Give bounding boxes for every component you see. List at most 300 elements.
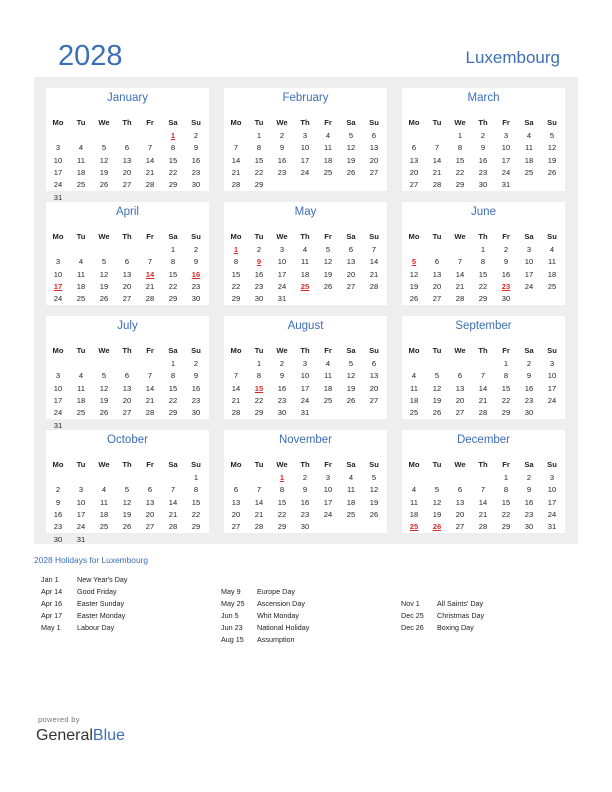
day-cell: 23 [524, 395, 534, 405]
day-cell: 21 [145, 395, 155, 405]
day-cell: 22 [168, 281, 178, 291]
day-cell: 27 [231, 522, 241, 532]
day-cell: 11 [410, 497, 418, 507]
holidays-title: 2028 Holidays for Luxembourg [34, 555, 149, 565]
day-cell: 31 [53, 420, 63, 430]
day-cell: 27 [455, 408, 465, 418]
day-cell: 20 [231, 509, 241, 519]
day-cell: 31 [300, 408, 310, 418]
day-cell: 21 [478, 509, 488, 519]
weekday-header: We [276, 232, 288, 241]
day-cell: 14 [145, 383, 155, 393]
day-cell: 17 [323, 497, 333, 507]
holiday-day-cell: 26 [432, 522, 442, 532]
month-title: July [117, 320, 138, 332]
day-cell: 7 [371, 245, 377, 254]
holiday-day-cell: 1 [279, 473, 285, 482]
holiday-date: Apr 16 [41, 599, 63, 608]
day-cell: 25 [323, 167, 333, 177]
day-cell: 8 [457, 143, 463, 153]
day-cell: 7 [457, 257, 463, 267]
day-cell: 12 [323, 257, 333, 267]
day-cell: 10 [277, 257, 287, 267]
day-cell: 16 [478, 155, 488, 165]
day-cell: 23 [254, 281, 264, 291]
day-cell: 18 [99, 509, 109, 519]
day-cell: 1 [256, 359, 262, 368]
day-cell: 31 [277, 294, 287, 304]
day-cell: 9 [279, 143, 285, 153]
day-cell: 14 [455, 269, 465, 279]
holiday-day-cell: 1 [170, 131, 176, 140]
day-cell: 15 [231, 269, 241, 279]
weekday-header: Mo [52, 232, 64, 241]
holiday-date: Apr 17 [41, 611, 63, 620]
day-cell: 19 [99, 167, 109, 177]
day-cell: 19 [323, 269, 333, 279]
day-cell: 9 [193, 257, 199, 267]
weekday-header: Fr [324, 346, 332, 355]
weekday-header: We [454, 232, 466, 241]
day-cell: 25 [547, 281, 557, 291]
day-cell: 30 [53, 534, 63, 544]
day-cell: 19 [369, 497, 379, 507]
weekday-header: Th [300, 118, 310, 127]
day-cell: 8 [279, 485, 285, 495]
weekday-header: Tu [254, 346, 264, 355]
day-cell: 5 [348, 359, 354, 368]
day-cell: 13 [369, 143, 379, 153]
month-june [402, 202, 565, 305]
day-cell: 17 [300, 383, 310, 393]
day-cell: 18 [76, 395, 86, 405]
weekday-header: Su [191, 346, 201, 355]
holiday-name: Christmas Day [437, 611, 485, 620]
day-cell: 10 [547, 371, 557, 381]
day-cell: 14 [145, 155, 155, 165]
day-cell: 19 [432, 395, 442, 405]
weekday-header: Tu [254, 460, 264, 469]
day-cell: 9 [480, 143, 486, 153]
day-cell: 26 [346, 395, 356, 405]
weekday-header: Tu [76, 346, 86, 355]
day-cell: 11 [77, 269, 85, 279]
day-cell: 2 [193, 245, 199, 254]
holiday-date: Jan 1 [41, 575, 59, 584]
day-cell: 27 [369, 395, 379, 405]
holiday-day-cell: 5 [411, 257, 417, 267]
day-cell: 11 [77, 155, 85, 165]
day-cell: 30 [191, 180, 201, 190]
holiday-name: Good Friday [77, 587, 117, 596]
day-cell: 25 [76, 294, 86, 304]
day-cell: 11 [301, 257, 309, 267]
day-cell: 28 [145, 294, 155, 304]
day-cell: 19 [122, 509, 132, 519]
day-cell: 30 [478, 180, 488, 190]
day-cell: 23 [191, 395, 201, 405]
day-cell: 9 [526, 371, 532, 381]
day-cell: 12 [369, 485, 379, 495]
weekday-header: Fr [146, 118, 154, 127]
day-cell: 28 [478, 522, 488, 532]
day-cell: 1 [503, 359, 509, 368]
day-cell: 11 [525, 143, 533, 153]
day-cell: 18 [76, 167, 86, 177]
day-cell: 1 [503, 473, 509, 482]
month-november [224, 430, 387, 533]
brand-blue: Blue [92, 727, 125, 744]
weekday-header: Th [478, 118, 488, 127]
day-cell: 3 [302, 131, 308, 140]
day-cell: 10 [53, 155, 63, 165]
day-cell: 20 [369, 383, 379, 393]
weekday-header: Su [369, 118, 379, 127]
day-cell: 16 [254, 269, 264, 279]
weekday-header: We [98, 118, 110, 127]
weekday-header: Mo [230, 346, 242, 355]
holiday-day-cell: 1 [233, 245, 239, 254]
day-cell: 24 [300, 395, 310, 405]
weekday-header: Sa [346, 232, 356, 241]
holiday-date: Jun 5 [221, 611, 239, 620]
powered-by-label: powered by [38, 715, 80, 724]
day-cell: 21 [478, 395, 488, 405]
weekday-header: Tu [76, 118, 86, 127]
holiday-date: Dec 25 [401, 611, 424, 620]
day-cell: 6 [233, 485, 239, 495]
day-cell: 22 [455, 167, 465, 177]
day-cell: 27 [369, 167, 379, 177]
holiday-day-cell: 25 [409, 522, 419, 532]
day-cell: 7 [480, 371, 486, 381]
day-cell: 22 [501, 509, 511, 519]
day-cell: 4 [526, 131, 532, 140]
weekday-header: Th [122, 346, 132, 355]
month-october [46, 430, 209, 544]
day-cell: 29 [168, 294, 178, 304]
weekday-header: Sa [346, 460, 356, 469]
day-cell: 14 [478, 497, 488, 507]
day-cell: 23 [300, 509, 310, 519]
weekday-header: Fr [502, 118, 510, 127]
weekday-header: We [276, 346, 288, 355]
day-cell: 19 [99, 281, 109, 291]
day-cell: 25 [524, 167, 534, 177]
day-cell: 28 [432, 180, 442, 190]
weekday-header: Mo [230, 118, 242, 127]
holiday-name: Labour Day [77, 623, 115, 632]
day-cell: 12 [432, 497, 442, 507]
day-cell: 2 [480, 131, 486, 140]
day-cell: 16 [191, 383, 201, 393]
day-cell: 1 [170, 245, 176, 254]
weekday-header: Sa [168, 346, 178, 355]
day-cell: 23 [53, 522, 63, 532]
month-july [46, 316, 209, 430]
month-title: January [107, 92, 148, 104]
day-cell: 24 [547, 509, 557, 519]
day-cell: 27 [346, 281, 356, 291]
holiday-date: Dec 26 [401, 623, 424, 632]
weekday-header: We [454, 346, 466, 355]
day-cell: 4 [411, 371, 417, 381]
day-cell: 10 [53, 383, 63, 393]
day-cell: 2 [279, 359, 285, 368]
day-cell: 8 [170, 143, 176, 153]
weekday-header: Sa [168, 118, 178, 127]
weekday-header: We [454, 118, 466, 127]
day-cell: 5 [371, 473, 377, 482]
day-cell: 12 [99, 383, 109, 393]
weekday-header: Tu [76, 232, 86, 241]
day-cell: 6 [147, 485, 153, 495]
weekday-header: Sa [346, 118, 356, 127]
weekday-header: Su [547, 118, 557, 127]
day-cell: 28 [254, 522, 264, 532]
day-cell: 8 [503, 485, 509, 495]
day-cell: 18 [346, 497, 356, 507]
day-cell: 9 [193, 371, 199, 381]
weekday-header: Fr [146, 232, 154, 241]
day-cell: 7 [233, 371, 239, 381]
month-september [402, 316, 565, 419]
day-cell: 26 [409, 294, 419, 304]
day-cell: 7 [147, 143, 153, 153]
weekday-header: We [98, 232, 110, 241]
day-cell: 21 [432, 167, 442, 177]
day-cell: 21 [231, 167, 241, 177]
day-cell: 18 [323, 383, 333, 393]
weekday-header: Th [478, 460, 488, 469]
day-cell: 9 [193, 143, 199, 153]
holiday-name: Boxing Day [437, 623, 474, 632]
day-cell: 31 [53, 192, 63, 202]
day-cell: 6 [457, 485, 463, 495]
weekday-header: Th [300, 232, 310, 241]
day-cell: 25 [323, 395, 333, 405]
day-cell: 28 [145, 408, 155, 418]
day-cell: 24 [501, 167, 511, 177]
month-title: October [107, 434, 148, 446]
day-cell: 7 [256, 485, 262, 495]
day-cell: 27 [122, 294, 132, 304]
month-title: March [467, 92, 500, 104]
day-cell: 19 [346, 155, 356, 165]
day-cell: 11 [324, 371, 332, 381]
weekday-header: Sa [168, 460, 178, 469]
day-cell: 28 [168, 522, 178, 532]
day-cell: 10 [524, 257, 534, 267]
day-cell: 4 [348, 473, 354, 482]
day-cell: 24 [524, 281, 534, 291]
weekday-header: Sa [524, 118, 534, 127]
day-cell: 12 [409, 269, 419, 279]
day-cell: 30 [524, 522, 534, 532]
day-cell: 16 [191, 155, 201, 165]
weekday-header: Sa [524, 460, 534, 469]
month-title: April [115, 206, 139, 218]
day-cell: 17 [300, 155, 310, 165]
day-cell: 12 [346, 371, 356, 381]
day-cell: 6 [124, 143, 130, 153]
day-cell: 8 [193, 485, 199, 495]
day-cell: 26 [369, 509, 379, 519]
holiday-name: New Year's Day [77, 575, 128, 584]
day-cell: 5 [124, 485, 130, 495]
day-cell: 23 [277, 167, 287, 177]
weekday-header: Th [122, 460, 132, 469]
day-cell: 14 [231, 155, 241, 165]
day-cell: 26 [99, 180, 109, 190]
day-cell: 7 [434, 143, 440, 153]
day-cell: 17 [76, 509, 86, 519]
holiday-date: Nov 1 [401, 599, 420, 608]
day-cell: 6 [124, 257, 130, 267]
day-cell: 2 [279, 131, 285, 140]
weekday-header: Tu [432, 118, 442, 127]
month-january [46, 88, 209, 202]
day-cell: 5 [101, 143, 107, 153]
day-cell: 15 [168, 383, 178, 393]
day-cell: 26 [99, 408, 109, 418]
day-cell: 26 [323, 281, 333, 291]
weekday-header: Th [122, 232, 132, 241]
day-cell: 29 [501, 408, 511, 418]
weekday-header: We [98, 346, 110, 355]
day-cell: 5 [101, 371, 107, 381]
day-cell: 8 [170, 371, 176, 381]
weekday-header: Th [478, 346, 488, 355]
weekday-header: Tu [254, 232, 264, 241]
day-cell: 4 [325, 131, 331, 140]
day-cell: 4 [78, 371, 84, 381]
day-cell: 10 [323, 485, 333, 495]
day-cell: 12 [346, 143, 356, 153]
holiday-day-cell: 17 [53, 281, 63, 291]
day-cell: 28 [478, 408, 488, 418]
day-cell: 6 [434, 257, 440, 267]
holiday-name: Ascension Day [257, 599, 305, 608]
day-cell: 11 [100, 497, 108, 507]
weekday-header: Fr [502, 232, 510, 241]
holiday-name: Assumption [257, 635, 295, 644]
weekday-header: Tu [254, 118, 264, 127]
weekday-header: Mo [408, 232, 420, 241]
day-cell: 6 [371, 131, 377, 140]
day-cell: 21 [254, 509, 264, 519]
weekday-header: Su [369, 232, 379, 241]
weekday-header: Mo [408, 346, 420, 355]
day-cell: 3 [503, 131, 509, 140]
day-cell: 20 [409, 167, 419, 177]
day-cell: 4 [78, 257, 84, 267]
day-cell: 27 [432, 294, 442, 304]
day-cell: 30 [300, 522, 310, 532]
weekday-header: Su [547, 232, 557, 241]
day-cell: 3 [549, 473, 555, 482]
day-cell: 23 [191, 281, 201, 291]
day-cell: 13 [455, 383, 465, 393]
day-cell: 13 [369, 371, 379, 381]
day-cell: 4 [411, 485, 417, 495]
day-cell: 17 [501, 155, 511, 165]
holiday-day-cell: 16 [191, 269, 201, 279]
day-cell: 4 [78, 143, 84, 153]
month-august [224, 316, 387, 419]
holiday-name: All Saints' Day [437, 599, 484, 608]
day-cell: 19 [346, 383, 356, 393]
weekday-header: We [276, 460, 288, 469]
day-cell: 25 [99, 522, 109, 532]
weekday-header: Su [547, 346, 557, 355]
day-cell: 19 [99, 395, 109, 405]
day-cell: 13 [122, 155, 132, 165]
holiday-date: Jun 23 [221, 623, 243, 632]
day-cell: 4 [549, 245, 555, 254]
day-cell: 3 [302, 359, 308, 368]
day-cell: 25 [346, 509, 356, 519]
day-cell: 28 [231, 180, 241, 190]
month-february [224, 88, 387, 191]
day-cell: 29 [168, 180, 178, 190]
day-cell: 11 [410, 383, 418, 393]
day-cell: 6 [124, 371, 130, 381]
day-cell: 27 [455, 522, 465, 532]
day-cell: 10 [300, 371, 310, 381]
day-cell: 5 [348, 131, 354, 140]
day-cell: 24 [323, 509, 333, 519]
weekday-header: Mo [230, 460, 242, 469]
day-cell: 18 [547, 269, 557, 279]
day-cell: 21 [455, 281, 465, 291]
generalblue-logo[interactable] [36, 727, 125, 745]
day-cell: 26 [432, 408, 442, 418]
day-cell: 16 [277, 383, 287, 393]
day-cell: 29 [231, 294, 241, 304]
day-cell: 24 [547, 395, 557, 405]
day-cell: 15 [168, 155, 178, 165]
day-cell: 3 [55, 371, 61, 381]
day-cell: 16 [277, 155, 287, 165]
holiday-name: Europe Day [257, 587, 295, 596]
day-cell: 5 [434, 485, 440, 495]
day-cell: 3 [279, 245, 285, 254]
weekday-header: Sa [168, 232, 178, 241]
day-cell: 2 [302, 473, 308, 482]
day-cell: 8 [256, 371, 262, 381]
day-cell: 15 [478, 269, 488, 279]
weekday-header: We [98, 460, 110, 469]
day-cell: 3 [55, 257, 61, 267]
day-cell: 16 [524, 383, 534, 393]
day-cell: 24 [300, 167, 310, 177]
day-cell: 16 [501, 269, 511, 279]
day-cell: 12 [99, 269, 109, 279]
day-cell: 28 [231, 408, 241, 418]
day-cell: 19 [547, 155, 557, 165]
day-cell: 1 [457, 131, 463, 140]
day-cell: 10 [501, 143, 511, 153]
day-cell: 3 [55, 143, 61, 153]
day-cell: 19 [432, 509, 442, 519]
day-cell: 1 [170, 359, 176, 368]
weekday-header: Su [369, 346, 379, 355]
day-cell: 15 [501, 497, 511, 507]
day-cell: 20 [432, 281, 442, 291]
day-cell: 13 [432, 269, 442, 279]
day-cell: 2 [526, 359, 532, 368]
